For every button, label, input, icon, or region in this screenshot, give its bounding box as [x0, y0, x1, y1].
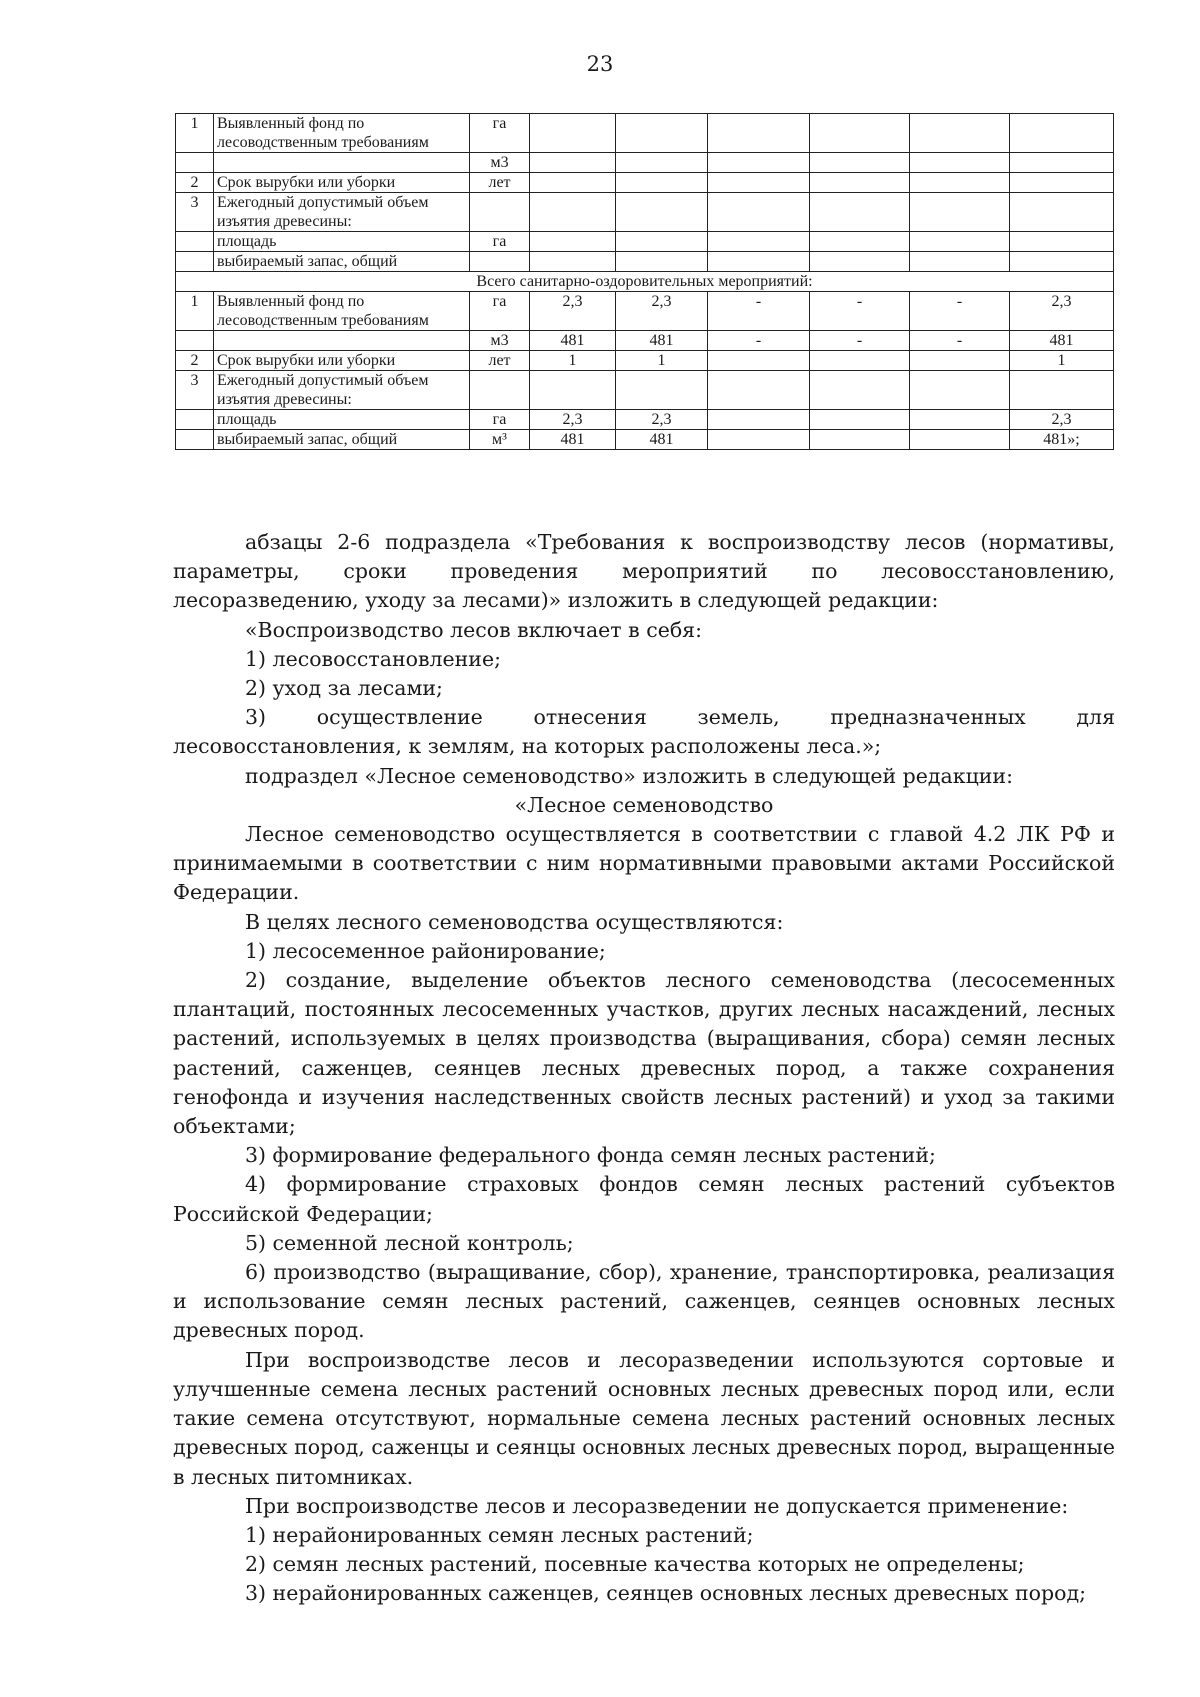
- row-number-cell: [176, 331, 214, 351]
- value-cell: [708, 351, 810, 371]
- value-cell: [810, 173, 910, 193]
- value-cell: 2,3: [616, 410, 708, 430]
- table-row: [176, 430, 1114, 450]
- paragraph-amend-seed: подраздел «Лесное семеноводство» изложить в следующей редакции:: [245, 763, 1013, 788]
- value-cell: [1010, 173, 1114, 193]
- unit-cell: га: [470, 410, 530, 430]
- value-cell: -: [708, 331, 810, 351]
- value-cell: [810, 114, 910, 153]
- value-cell: 2,3: [530, 292, 616, 331]
- list-item: 4) формирование страховых фондов семян лесных растений субъектов Российской Федерации;: [173, 1172, 1115, 1226]
- value-cell: [616, 232, 708, 252]
- page-number: 23: [586, 52, 614, 76]
- value-cell: 1: [616, 351, 708, 371]
- list-item: 3) осуществление отнесения земель, предназначенных для лесовосстановления, к землям, на которых расположены леса.»;: [173, 705, 1115, 759]
- value-cell: 1: [530, 351, 616, 371]
- row-number-cell: 2: [176, 173, 214, 193]
- table-row: [176, 173, 1114, 193]
- row-number-cell: 1: [176, 114, 214, 153]
- indicator-name-cell: Срок вырубки или уборки: [214, 351, 470, 371]
- table-row: [176, 114, 1114, 153]
- value-cell: [910, 153, 1010, 173]
- value-cell: [810, 252, 910, 272]
- unit-cell: м3: [470, 153, 530, 173]
- table-body: [176, 114, 1114, 450]
- value-cell: 481: [616, 331, 708, 351]
- value-cell: [708, 430, 810, 450]
- table-row: [176, 193, 1114, 232]
- value-cell: [1010, 114, 1114, 153]
- list-item: 2) создание, выделение объектов лесного семеноводства (лесосеменных плантаций, постоянных лесосеменных участков, других лесных насаждений, лесных растений, используемых в целях производства (выращивания, сбора) семян лесных растений, саженцев, сеянцев лесных древесных пород, а также сохранения генофонда и изучения наследственных свойств лесных растений) и уход за такими объектами;: [173, 968, 1115, 1139]
- value-cell: [616, 193, 708, 232]
- value-cell: [910, 430, 1010, 450]
- value-cell: 481: [530, 430, 616, 450]
- unit-cell: [470, 252, 530, 272]
- value-cell: [530, 193, 616, 232]
- value-cell: [910, 114, 1010, 153]
- value-cell: [1010, 153, 1114, 173]
- row-number-cell: 3: [176, 371, 214, 410]
- indicator-name-cell: [214, 331, 470, 351]
- row-number-cell: [176, 153, 214, 173]
- indicator-name-cell: [214, 153, 470, 173]
- unit-cell: лет: [470, 173, 530, 193]
- value-cell: [810, 153, 910, 173]
- row-number-cell: 2: [176, 351, 214, 371]
- value-cell: [708, 410, 810, 430]
- value-cell: [708, 252, 810, 272]
- document-body: [173, 528, 1115, 1609]
- indicator-name-cell: Выявленный фонд по лесоводственным требованиям: [214, 292, 470, 331]
- row-number-cell: [176, 232, 214, 252]
- value-cell: -: [810, 331, 910, 351]
- value-cell: [530, 371, 616, 410]
- section-heading: «Лесное семеноводство: [514, 792, 774, 817]
- value-cell: -: [910, 331, 1010, 351]
- value-cell: [708, 193, 810, 232]
- value-cell: [530, 114, 616, 153]
- value-cell: [910, 232, 1010, 252]
- value-cell: [810, 371, 910, 410]
- value-cell: [810, 410, 910, 430]
- value-cell: 481»;: [1010, 430, 1114, 450]
- value-cell: [810, 232, 910, 252]
- value-cell: [810, 193, 910, 232]
- table-row: [176, 410, 1114, 430]
- unit-cell: га: [470, 232, 530, 252]
- list-item: 1) лесовосстановление;: [245, 646, 502, 671]
- value-cell: [910, 252, 1010, 272]
- value-cell: -: [910, 292, 1010, 331]
- value-cell: [530, 153, 616, 173]
- table-row: [176, 371, 1114, 410]
- list-item: 2) уход за лесами;: [245, 676, 443, 701]
- value-cell: [910, 193, 1010, 232]
- value-cell: 481: [616, 430, 708, 450]
- paragraph: При воспроизводстве лесов и лесоразведении не допускается применение:: [245, 1493, 1069, 1518]
- value-cell: -: [708, 292, 810, 331]
- value-cell: [616, 153, 708, 173]
- indicator-name-cell: Ежегодный допустимый объем изъятия древесины:: [214, 371, 470, 410]
- unit-cell: лет: [470, 351, 530, 371]
- indicator-name-cell: выбираемый запас, общий: [214, 252, 470, 272]
- table-row: [176, 252, 1114, 272]
- value-cell: -: [810, 292, 910, 331]
- value-cell: [616, 114, 708, 153]
- unit-cell: м3: [470, 331, 530, 351]
- table-row: [176, 153, 1114, 173]
- list-item: 5) семенной лесной контроль;: [245, 1230, 574, 1255]
- value-cell: 2,3: [1010, 410, 1114, 430]
- paragraph: При воспроизводстве лесов и лесоразведении используются сортовые и улучшенные семена лесных растений основных лесных древесных пород или, если такие семена отсутствуют, нормальные семена лесных растений основных лесных древесных пород, саженцы и сеянцы основных лесных древесных пород, выращенные в лесных питомниках.: [173, 1347, 1115, 1489]
- unit-cell: [470, 193, 530, 232]
- row-number-cell: 1: [176, 292, 214, 331]
- paragraph-reproduction-includes: «Воспроизводство лесов включает в себя:: [245, 617, 703, 642]
- value-cell: 481: [530, 331, 616, 351]
- indicator-name-cell: площадь: [214, 410, 470, 430]
- indicator-name-cell: Выявленный фонд по лесоводственным требованиям: [214, 114, 470, 153]
- value-cell: [708, 114, 810, 153]
- list-item: 1) лесосеменное районирование;: [245, 938, 606, 963]
- value-cell: 2,3: [1010, 292, 1114, 331]
- value-cell: [708, 371, 810, 410]
- table-row: [176, 232, 1114, 252]
- value-cell: [910, 173, 1010, 193]
- value-cell: [810, 430, 910, 450]
- list-item: 3) нерайонированных саженцев, сеянцев основных лесных древесных пород;: [245, 1581, 1087, 1606]
- section-title-cell: Всего санитарно-оздоровительных мероприятий:: [176, 272, 1114, 292]
- value-cell: 2,3: [530, 410, 616, 430]
- value-cell: [708, 173, 810, 193]
- paragraph: Лесное семеноводство осуществляется в соответствии с главой 4.2 ЛК РФ и принимаемыми в соответствии с ним нормативными правовыми актами Российской Федерации.: [173, 822, 1115, 905]
- unit-cell: [470, 371, 530, 410]
- indicator-name-cell: Ежегодный допустимый объем изъятия древесины:: [214, 193, 470, 232]
- unit-cell: га: [470, 114, 530, 153]
- value-cell: [1010, 193, 1114, 232]
- unit-cell: га: [470, 292, 530, 331]
- value-cell: [910, 371, 1010, 410]
- list-item: 6) производство (выращивание, сбор), хранение, транспортировка, реализация и использование семян лесных растений, саженцев, сеянцев основных лесных древесных пород.: [173, 1260, 1115, 1343]
- value-cell: [1010, 252, 1114, 272]
- value-cell: 2,3: [616, 292, 708, 331]
- value-cell: [910, 410, 1010, 430]
- value-cell: [708, 232, 810, 252]
- value-cell: [1010, 371, 1114, 410]
- list-item: 1) нерайонированных семян лесных растений;: [245, 1522, 754, 1547]
- table-row: [176, 331, 1114, 351]
- row-number-cell: [176, 430, 214, 450]
- list-item: 3) формирование федерального фонда семян лесных растений;: [245, 1143, 936, 1168]
- indicator-name-cell: выбираемый запас, общий: [214, 430, 470, 450]
- list-item: 2) семян лесных растений, посевные качества которых не определены;: [245, 1552, 1025, 1577]
- value-cell: [810, 351, 910, 371]
- row-number-cell: 3: [176, 193, 214, 232]
- value-cell: [616, 173, 708, 193]
- value-cell: [708, 153, 810, 173]
- indicator-name-cell: Срок вырубки или уборки: [214, 173, 470, 193]
- table-row: [176, 351, 1114, 371]
- value-cell: [530, 232, 616, 252]
- value-cell: [530, 252, 616, 272]
- indicator-name-cell: площадь: [214, 232, 470, 252]
- value-cell: [910, 351, 1010, 371]
- table-row: [176, 292, 1114, 331]
- value-cell: [1010, 232, 1114, 252]
- value-cell: 481: [1010, 331, 1114, 351]
- value-cell: [616, 371, 708, 410]
- row-number-cell: [176, 410, 214, 430]
- paragraph: В целях лесного семеноводства осуществляются:: [245, 909, 784, 934]
- value-cell: 1: [1010, 351, 1114, 371]
- unit-cell: м³: [470, 430, 530, 450]
- paragraph-amend-reproduction: абзацы 2-6 подраздела «Требования к воспроизводству лесов (нормативы, параметры, сроки проведения мероприятий по лесовосстановлению, лесоразведению, уходу за лесами)» изложить в следующей редакции:: [173, 530, 1115, 613]
- value-cell: [530, 173, 616, 193]
- table-section-row: [176, 272, 1114, 292]
- forest-measures-table: [175, 113, 1114, 450]
- row-number-cell: [176, 252, 214, 272]
- value-cell: [616, 252, 708, 272]
